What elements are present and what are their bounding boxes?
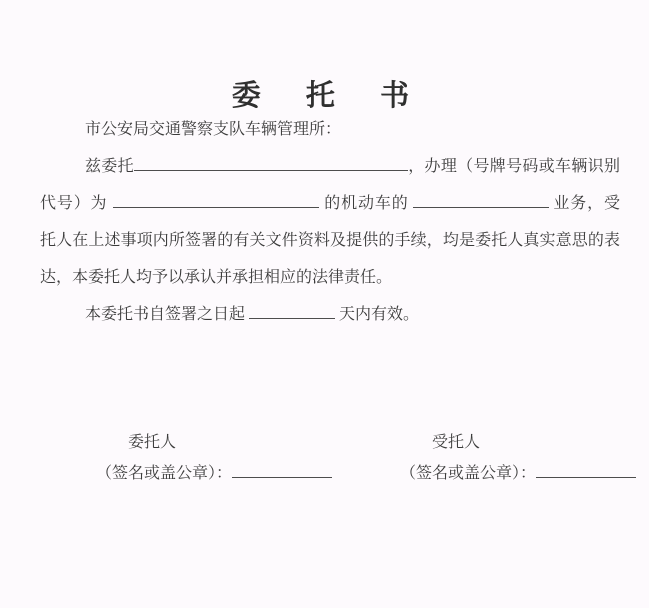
agent-sign-line	[400, 462, 636, 484]
agent-signature-blank	[536, 462, 636, 478]
agent-signature-block	[400, 433, 636, 484]
salutation-line: 市公安局交通警察支队车辆管理所：	[85, 121, 342, 138]
paragraph-segment-liability: 业务，受托人在上述事项内所签署的有关文件资料及提供的手续，均是委托人真实意思的表达，本委托人均予以承认并承担相应的法律责任。	[40, 195, 620, 286]
paragraph-segment-plate-intro: ，办理（号牌号码或车辆识别代号）为	[40, 158, 620, 212]
document-body	[0, 111, 649, 484]
principal-signature-blank	[232, 462, 332, 478]
principal-sign-line	[96, 462, 332, 484]
main-paragraph	[40, 148, 620, 296]
valid-days-blank	[249, 303, 335, 319]
principal-signature-block	[96, 433, 332, 484]
signature-section	[40, 433, 620, 484]
principal-sign-label: （签名或盖公章）：	[96, 465, 233, 482]
agent-role-label: 受托人	[432, 434, 481, 451]
validity-tail: 天内有效。	[339, 306, 420, 323]
validity-line	[40, 296, 620, 333]
validity-lead: 本委托书自签署之日起	[85, 306, 246, 323]
plate-or-vin-blank	[113, 192, 319, 208]
agent-sign-label: （签名或盖公章）：	[400, 465, 537, 482]
entrusted-name-blank	[134, 155, 408, 171]
paragraph-lead: 兹委托	[85, 158, 134, 175]
principal-role-label: 委托人	[128, 434, 177, 451]
paragraph-segment-vehicle: 的机动车的	[323, 195, 409, 212]
business-type-blank	[413, 192, 549, 208]
document-title: 委 托 书	[231, 80, 418, 112]
